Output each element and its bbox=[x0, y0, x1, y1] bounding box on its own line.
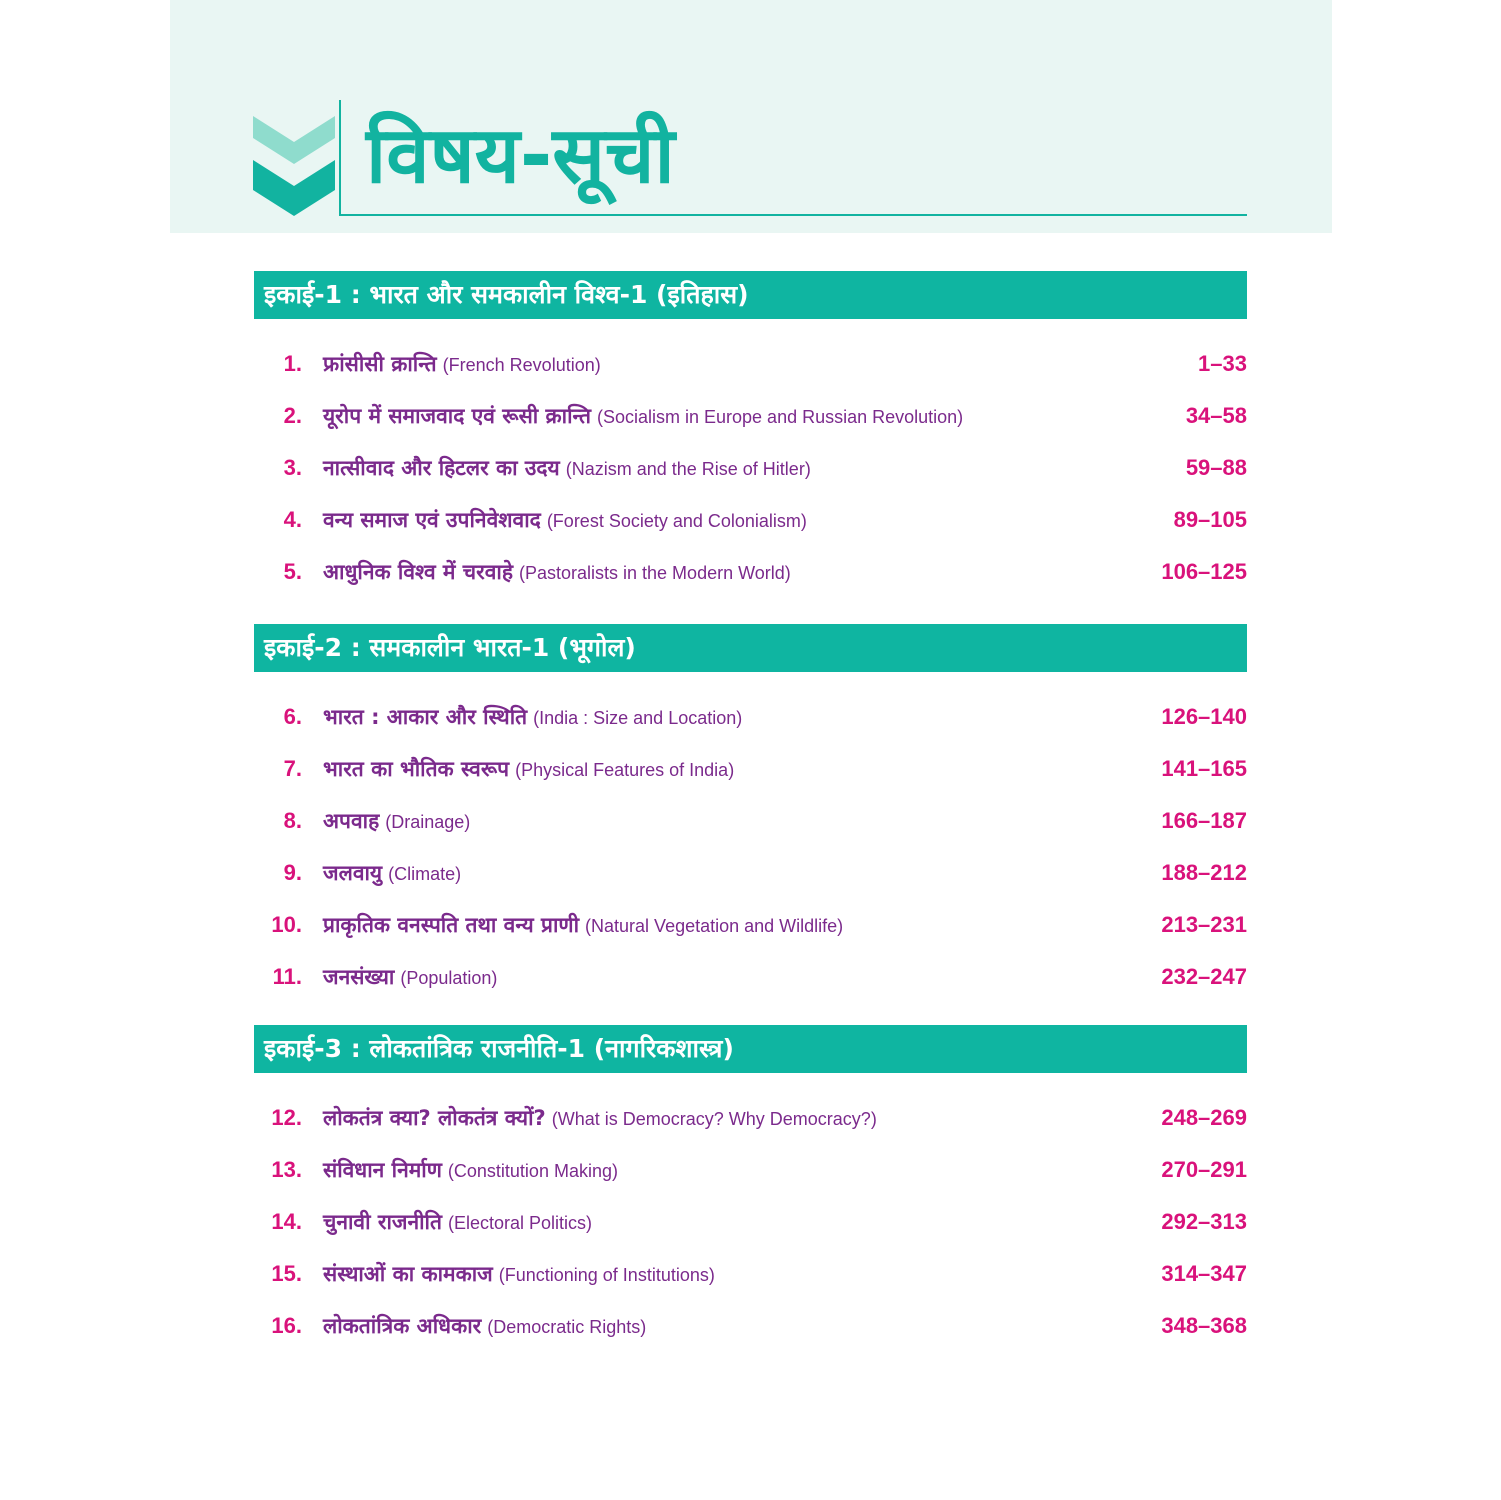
chapter-title-hindi: आधुनिक विश्व में चरवाहे bbox=[323, 560, 513, 584]
chapter-title-english: (Physical Features of India) bbox=[515, 760, 735, 780]
chapter-title-hindi: प्राकृतिक वनस्पति तथा वन्य प्राणी bbox=[323, 913, 580, 937]
chapter-number: 13. bbox=[271, 1157, 302, 1182]
chapter-page-range: 348–368 bbox=[1161, 1313, 1247, 1338]
chapter-title-english: (India : Size and Location) bbox=[533, 708, 743, 728]
chapter-title bbox=[323, 1306, 646, 1348]
chapter-row[interactable] bbox=[254, 1098, 1247, 1138]
chapter-title bbox=[323, 1254, 715, 1296]
unit-heading: इकाई-2 : समकालीन भारत-1 (भूगोल) bbox=[254, 624, 1247, 672]
chapter-page-range: 126–140 bbox=[1161, 704, 1247, 729]
chapter-title-english: (Democratic Rights) bbox=[487, 1317, 647, 1337]
chapter-page-range: 59–88 bbox=[1185, 455, 1247, 480]
chapter-page-range: 141–165 bbox=[1161, 756, 1247, 781]
chapter-title bbox=[323, 853, 461, 895]
chevron-down-icon bbox=[253, 116, 335, 216]
chapter-number: 16. bbox=[271, 1313, 302, 1338]
chapter-title bbox=[323, 749, 734, 791]
page-title: विषय-सूची bbox=[366, 111, 675, 201]
chapter-number: 2. bbox=[283, 403, 302, 428]
chapter-title-english: (Climate) bbox=[388, 864, 462, 884]
chapter-number: 5. bbox=[283, 559, 302, 584]
chapter-page-range: 232–247 bbox=[1161, 964, 1247, 989]
chapter-number: 4. bbox=[283, 507, 302, 532]
chapter-number: 11. bbox=[272, 964, 302, 989]
chapter-number: 3. bbox=[283, 455, 302, 480]
chapter-title-hindi: लोकतांत्रिक अधिकार bbox=[323, 1314, 482, 1338]
chapter-title bbox=[323, 396, 963, 438]
chapter-title-hindi: फ्रांसीसी क्रान्ति bbox=[323, 352, 437, 376]
chapter-number: 12. bbox=[271, 1105, 302, 1130]
chapter-page-range: 106–125 bbox=[1161, 559, 1247, 584]
chapter-row[interactable] bbox=[254, 500, 1247, 540]
chapter-row[interactable] bbox=[254, 957, 1247, 997]
chapter-row[interactable] bbox=[254, 344, 1247, 384]
chapter-title-hindi: चुनावी राजनीति bbox=[323, 1210, 442, 1234]
chapter-title bbox=[323, 905, 843, 947]
chapter-title bbox=[323, 1150, 618, 1192]
chapter-row[interactable] bbox=[254, 1202, 1247, 1242]
chapter-title-english: (Population) bbox=[400, 968, 498, 988]
chapter-row[interactable] bbox=[254, 448, 1247, 488]
chapter-title-english: (Socialism in Europe and Russian Revolution) bbox=[596, 407, 964, 427]
chapter-row[interactable] bbox=[254, 853, 1247, 893]
chapter-row[interactable] bbox=[254, 1150, 1247, 1190]
chapter-title-hindi: यूरोप में समाजवाद एवं रूसी क्रान्ति bbox=[323, 404, 591, 428]
chapter-title-english: (French Revolution) bbox=[442, 355, 601, 375]
chapter-row[interactable] bbox=[254, 749, 1247, 789]
chapter-title-english: (Constitution Making) bbox=[447, 1161, 618, 1181]
chapter-number: 9. bbox=[283, 860, 302, 885]
chapter-number: 7. bbox=[283, 756, 302, 781]
chapter-number: 15. bbox=[271, 1261, 302, 1286]
chapter-title bbox=[323, 1098, 877, 1140]
chapter-row[interactable] bbox=[254, 396, 1247, 436]
chapter-row[interactable] bbox=[254, 1306, 1247, 1346]
chapter-title-english: (Pastoralists in the Modern World) bbox=[519, 563, 791, 583]
chapter-title bbox=[323, 801, 470, 843]
chapter-page-range: 270–291 bbox=[1161, 1157, 1247, 1182]
chapter-title-hindi: संस्थाओं का कामकाज bbox=[323, 1262, 493, 1286]
chapter-title-english: (Functioning of Institutions) bbox=[498, 1265, 715, 1285]
chapter-page-range: 292–313 bbox=[1161, 1209, 1247, 1234]
chapter-title-hindi: भारत का भौतिक स्वरूप bbox=[323, 757, 510, 781]
title-divider-vertical bbox=[339, 100, 341, 216]
chapter-title-english: (Electoral Politics) bbox=[447, 1213, 593, 1233]
chapter-page-range: 248–269 bbox=[1161, 1105, 1247, 1130]
chapter-number: 10. bbox=[271, 912, 302, 937]
chapter-page-range: 188–212 bbox=[1161, 860, 1247, 885]
chapter-title-english: (Drainage) bbox=[385, 812, 471, 832]
title-underline bbox=[339, 214, 1247, 216]
header-band bbox=[170, 0, 1332, 233]
chapter-row[interactable] bbox=[254, 905, 1247, 945]
chapter-number: 6. bbox=[283, 704, 302, 729]
chapter-number: 1. bbox=[283, 351, 302, 376]
unit-heading: इकाई-3 : लोकतांत्रिक राजनीति-1 (नागरिकशास्त्र) bbox=[254, 1025, 1247, 1073]
unit-heading: इकाई-1 : भारत और समकालीन विश्व-1 (इतिहास) bbox=[254, 271, 1247, 319]
chapter-title-hindi: जनसंख्या bbox=[323, 965, 395, 989]
chapter-number: 14. bbox=[271, 1209, 302, 1234]
chapter-page-range: 1–33 bbox=[1198, 351, 1247, 376]
chapter-title-english: (Natural Vegetation and Wildlife) bbox=[585, 916, 844, 936]
chapter-number: 8. bbox=[283, 808, 302, 833]
chapter-title bbox=[323, 344, 601, 386]
chapter-title-english: (Nazism and the Rise of Hitler) bbox=[565, 459, 811, 479]
chapter-title-english: (Forest Society and Colonialism) bbox=[546, 511, 807, 531]
chapter-title bbox=[323, 552, 791, 594]
chapter-page-range: 314–347 bbox=[1161, 1261, 1247, 1286]
chapter-page-range: 166–187 bbox=[1161, 808, 1247, 833]
chapter-title-hindi: संविधान निर्माण bbox=[323, 1158, 442, 1182]
chapter-title bbox=[323, 957, 497, 999]
chapter-row[interactable] bbox=[254, 552, 1247, 592]
chapter-page-range: 89–105 bbox=[1173, 507, 1247, 532]
chapter-title-hindi: भारत : आकार और स्थिति bbox=[323, 705, 528, 729]
chapter-title bbox=[323, 500, 807, 542]
chapter-title-hindi: जलवायु bbox=[323, 861, 383, 885]
chapter-row[interactable] bbox=[254, 801, 1247, 841]
chapter-title bbox=[323, 1202, 592, 1244]
chapter-title-english: (What is Democracy? Why Democracy?) bbox=[551, 1109, 877, 1129]
chapter-title bbox=[323, 448, 811, 490]
chapter-title-hindi: अपवाह bbox=[323, 809, 380, 833]
chapter-row[interactable] bbox=[254, 697, 1247, 737]
chapter-page-range: 34–58 bbox=[1185, 403, 1247, 428]
chapter-row[interactable] bbox=[254, 1254, 1247, 1294]
chapter-title-hindi: वन्य समाज एवं उपनिवेशवाद bbox=[323, 508, 541, 532]
chapter-title bbox=[323, 697, 742, 739]
chapter-title-hindi: लोकतंत्र क्या? लोकतंत्र क्यों? bbox=[323, 1106, 546, 1130]
chapter-page-range: 213–231 bbox=[1161, 912, 1247, 937]
chapter-title-hindi: नात्सीवाद और हिटलर का उदय bbox=[323, 456, 560, 480]
